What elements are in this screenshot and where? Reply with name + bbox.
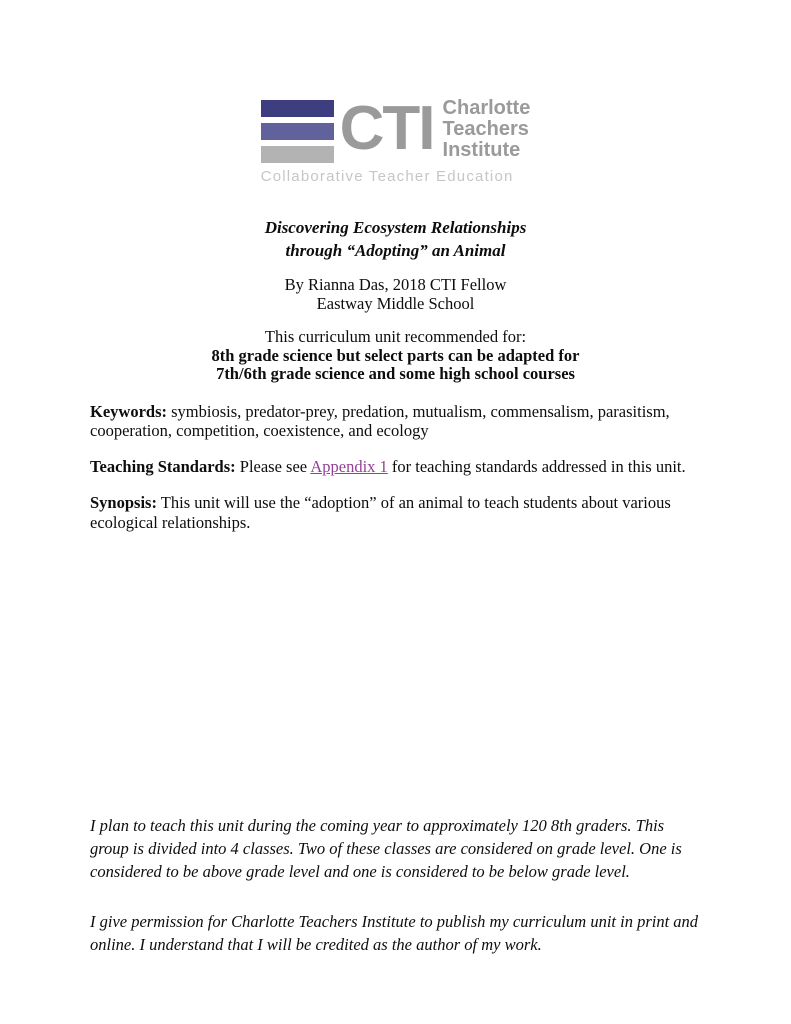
body-column: [90, 402, 704, 957]
teaching-standards-label: Teaching Standards:: [90, 457, 236, 476]
byline: [0, 275, 791, 313]
teaching-standards-before-link: Please see: [235, 457, 311, 476]
synopsis-text: This unit will use the “adoption” of an animal to teach students about various ecological relationships.: [90, 493, 671, 532]
logo-top-row: [261, 94, 531, 163]
keywords-text: symbiosis, predator-prey, predation, mutualism, commensalism, parasitism, cooperation, competition, coexistence, and ecology: [90, 401, 670, 440]
logo-bar-bottom: [261, 146, 334, 163]
recommendation-line-1: This curriculum unit recommended for:: [264, 327, 527, 346]
logo-acronym: CTI: [339, 94, 434, 163]
recommendation-block: [0, 328, 791, 384]
logo-container: [0, 94, 791, 186]
logo-name-line-1: Charlotte: [442, 97, 531, 119]
appendix-link[interactable]: Appendix 1: [310, 457, 388, 476]
synopsis-label: Synopsis:: [90, 493, 157, 512]
synopsis-paragraph: [90, 493, 704, 532]
logo-tagline: Collaborative Teacher Education: [260, 168, 514, 185]
logo-name-line-3: Institute: [442, 139, 521, 161]
teach-plan-statement: I plan to teach this unit during the coming year to approximately 120 8th graders. This group is divided into 4 classes. Two of these classes are considered on grade level. One is considered to be above grade level and one is considered to be below grade level.: [90, 816, 682, 881]
logo-bar-top: [261, 100, 334, 117]
logo-bars-icon: [261, 97, 334, 163]
title-line-1: Discovering Ecosystem Relationships: [264, 218, 527, 237]
cti-logo: [260, 94, 531, 185]
keywords-label: Keywords:: [90, 401, 167, 421]
byline-school: Eastway Middle School: [316, 294, 475, 313]
teaching-standards-after-link: for teaching standards addressed in this unit.: [387, 457, 686, 476]
title-line-2: through “Adopting” an Animal: [285, 241, 506, 260]
unit-title: [0, 216, 791, 262]
teaching-standards-paragraph: [90, 457, 704, 477]
logo-bar-mid: [261, 123, 334, 140]
recommendation-line-2: 8th grade science but select parts can be adapted for: [211, 345, 580, 365]
logo-name-line-2: Teachers: [442, 118, 529, 140]
permission-statement: I give permission for Charlotte Teachers Institute to publish my curriculum unit in print and online. I understand that I will be credited as the author of my work.: [90, 912, 699, 954]
recommendation-line-3: 7th/6th grade science and some high school courses: [216, 364, 575, 383]
logo-name: [443, 97, 531, 161]
keywords-paragraph: [90, 402, 704, 441]
byline-author: By Rianna Das, 2018 CTI Fellow: [284, 275, 507, 294]
